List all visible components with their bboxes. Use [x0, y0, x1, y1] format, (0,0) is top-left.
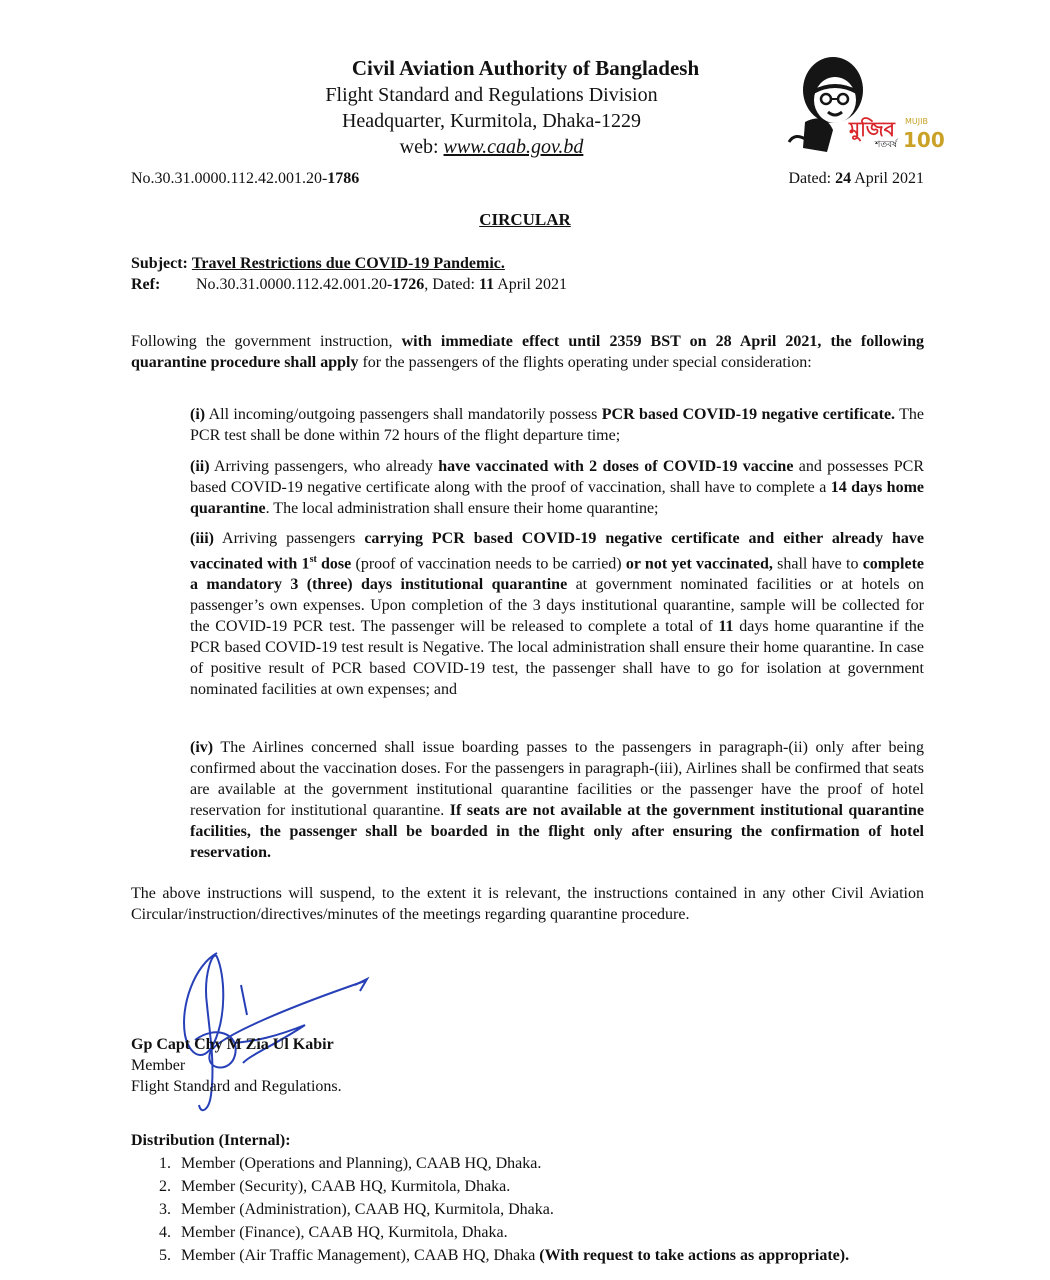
logo-sub: শতবর্ষ	[875, 140, 898, 150]
logo-text: মুজিব	[849, 117, 895, 141]
distribution-list	[131, 1129, 849, 1267]
website-link[interactable]: www.caab.gov.bd	[443, 136, 584, 158]
intro-paragraph: Following the government instruction, with immediate effect until 2359 BST on 28 April 2021, the following quarantine procedure shall apply for the passengers of the flights operating under special consideration:	[131, 333, 924, 371]
paragraph-ii: (ii) Arriving passengers, who already have vaccinated with 2 doses of COVID-19 vaccine and possesses PCR based COVID-19 negative certificate along with the proof of vaccination, shall have to complete a 14 days home quarantine. The local administration shall ensure their home quarantine;	[190, 458, 925, 517]
list-item: 1. Member (Operations and Planning), CAAB HQ, Dhaka.	[175, 1152, 849, 1175]
memo-number: No.30.31.0000.112.42.001.20-1786	[131, 170, 360, 187]
circular-title: CIRCULAR	[479, 210, 571, 229]
paragraph-i: (i) All incoming/outgoing passengers shall mandatorily possess PCR based COVID-19 negative certificate. The PCR test shall be done within 72 hours of the flight departure time;	[190, 406, 924, 444]
web-label: web:	[399, 136, 444, 158]
list-item: 5. Member (Air Traffic Management), CAAB HQ, Dhaka (With request to take actions as appropriate).	[175, 1244, 849, 1267]
paragraph-iii: (iii) Arriving passengers carrying PCR based COVID-19 negative certificate and either already have vaccinated with 1st dose (proof of vaccination needs to be carried) or not yet vaccinated, shall have to complete a mandatory 3 (three) days institutional quarantine at government nominated facilities or at hotels on passenger’s own expenses. Upon completion of the 3 days institutional quarantine, sample will be collected for the COVID-19 PCR test. The passenger will be released to complete a total of 11 days home quarantine if the PCR based COVID-19 test result is Negative. The local administration shall ensure their home quarantine. In case of positive result of PCR based COVID-19 test, the passenger shall have to go for isolation at government nominated facilities at own expenses; and	[190, 530, 925, 699]
logo-mujib: MUJIB	[905, 117, 928, 126]
division-name: Flight Standard and Regulations Division	[325, 84, 658, 106]
memo-date: Dated: 24 April 2021	[788, 170, 924, 187]
list-item: 4. Member (Finance), CAAB HQ, Kurmitola, Dhaka.	[175, 1221, 849, 1244]
signatory-title: Member	[131, 1057, 186, 1074]
logo-number: 100	[903, 128, 945, 152]
distribution-items	[131, 1152, 849, 1267]
distribution-title: Distribution (Internal):	[131, 1132, 291, 1149]
org-name: Civil Aviation Authority of Bangladesh	[351, 56, 700, 80]
address: Headquarter, Kurmitola, Dhaka-1229	[341, 110, 642, 132]
signatory-dept: Flight Standard and Regulations.	[131, 1078, 342, 1095]
list-item: 2. Member (Security), CAAB HQ, Kurmitola, Dhaka.	[175, 1175, 849, 1198]
list-item: 3. Member (Administration), CAAB HQ, Kurmitola, Dhaka.	[175, 1198, 849, 1221]
reference-line	[131, 170, 924, 188]
signatory-block	[131, 1034, 342, 1097]
ref-body: No.30.31.0000.112.42.001.20-1726, Dated: 11 April 2021	[196, 276, 567, 293]
closing-paragraph: The above instructions will suspend, to the extent it is relevant, the instructions contained in any other Civil Aviation Circular/instruction/directives/minutes of the meetings regarding quarantine procedure.	[131, 885, 924, 923]
paragraph-iv: (iv) The Airlines concerned shall issue boarding passes to the passengers in paragraph-(ii) only after being confirmed about the vaccination doses. For the passengers in paragraph-(iii), Airlines shall be confirmed that seats are available at the government institutional quarantine facilities or the passenger have the proof of hotel reservation for institutional quarantine. If seats are not available at the government institutional quarantine facilities, the passenger shall be boarded in the flight only after ensuring the confirmation of hotel reservation.	[190, 739, 924, 861]
signatory-name: Gp Capt Chy M Zia Ul Kabir	[131, 1036, 334, 1053]
subject-line: Subject: Travel Restrictions due COVID-19 Pandemic.	[131, 255, 505, 272]
ref-line: Ref: No.30.31.0000.112.42.001.20-1726, Dated: 11 April 2021	[131, 276, 567, 293]
mujib-100-logo	[785, 52, 945, 154]
subject-text: Travel Restrictions due COVID-19 Pandemic.	[191, 255, 505, 272]
